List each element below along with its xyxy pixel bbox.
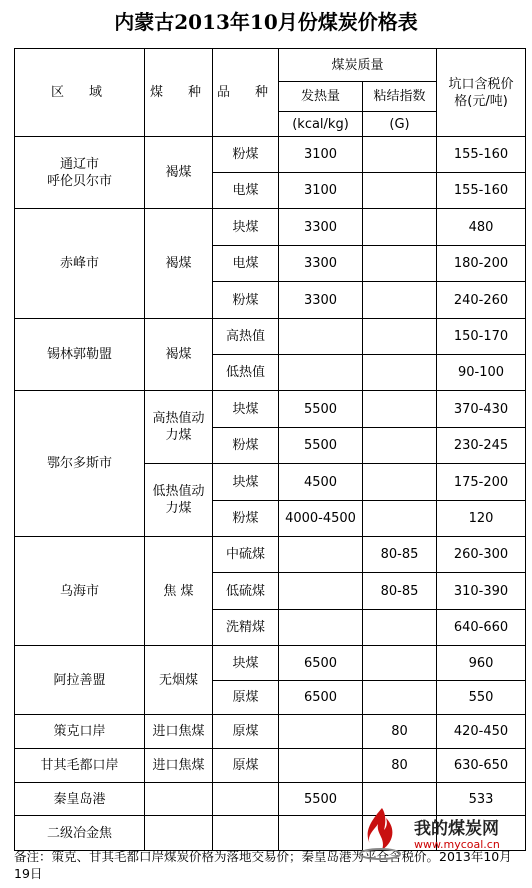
flame-logo-icon (356, 806, 408, 862)
calorific-cell: 3100 (279, 137, 363, 173)
coal-type-cell (145, 783, 213, 816)
price-cell: 90-100 (437, 355, 526, 391)
header-coal-type: 煤 种 (145, 49, 213, 137)
region-cell: 策克口岸 (15, 715, 145, 749)
price-cell: 180-200 (437, 246, 526, 282)
variety-cell: 电煤 (213, 246, 279, 282)
region-cell: 二级冶金焦 (15, 816, 145, 851)
price-cell: 533 (437, 783, 526, 816)
calorific-cell: 4000-4500 (279, 501, 363, 537)
calorific-cell (279, 573, 363, 610)
caking-index-cell (363, 681, 437, 715)
calorific-cell: 3300 (279, 282, 363, 319)
price-cell: 480 (437, 209, 526, 246)
header-calorific: 发热量 (279, 82, 363, 112)
price-cell: 420-450 (437, 715, 526, 749)
calorific-cell: 6500 (279, 681, 363, 715)
table-row (15, 646, 526, 681)
variety-cell: 洗精煤 (213, 610, 279, 646)
header-caking: 粘结指数 (363, 82, 437, 112)
price-cell: 960 (437, 646, 526, 681)
header-caking-unit: (G) (363, 112, 437, 137)
calorific-cell: 4500 (279, 464, 363, 501)
coal-type-cell: 进口焦煤 (145, 749, 213, 783)
variety-cell (213, 783, 279, 816)
footnote: 备注：策克、甘其毛都口岸煤炭价格为落地交易价；秦皇岛港为平仓含税价。2013年10月19日 (14, 849, 512, 881)
coal-type-cell: 低热值动力煤 (145, 464, 213, 537)
header-variety: 品 种 (213, 49, 279, 137)
caking-index-cell (363, 137, 437, 173)
header-calorific-unit: (kcal/kg) (279, 112, 363, 137)
variety-cell: 粉煤 (213, 428, 279, 464)
caking-index-cell (363, 319, 437, 355)
variety-cell: 块煤 (213, 391, 279, 428)
logo-name: 我的煤炭网 (414, 819, 499, 839)
variety-cell: 块煤 (213, 464, 279, 501)
header-region: 区 域 (15, 49, 145, 137)
coal-type-cell: 褐煤 (145, 209, 213, 319)
caking-index-cell (363, 173, 437, 209)
calorific-cell (279, 715, 363, 749)
price-cell: 155-160 (437, 173, 526, 209)
calorific-cell: 6500 (279, 646, 363, 681)
region-cell: 阿拉善盟 (15, 646, 145, 715)
caking-index-cell (363, 646, 437, 681)
variety-cell: 粉煤 (213, 501, 279, 537)
variety-cell: 低硫煤 (213, 573, 279, 610)
price-cell: 370-430 (437, 391, 526, 428)
calorific-cell (279, 816, 363, 851)
region-cell: 甘其毛都口岸 (15, 749, 145, 783)
caking-index-cell (363, 282, 437, 319)
calorific-cell: 3300 (279, 209, 363, 246)
caking-index-cell (363, 501, 437, 537)
variety-cell: 原煤 (213, 715, 279, 749)
caking-index-cell (363, 355, 437, 391)
caking-index-cell (363, 209, 437, 246)
variety-cell: 低热值 (213, 355, 279, 391)
region-cell: 乌海市 (15, 537, 145, 646)
price-cell: 630-650 (437, 749, 526, 783)
caking-index-cell (363, 464, 437, 501)
caking-index-cell (363, 610, 437, 646)
caking-index-cell (363, 391, 437, 428)
table-body (15, 137, 526, 851)
calorific-cell (279, 355, 363, 391)
variety-cell: 粉煤 (213, 282, 279, 319)
price-cell: 260-300 (437, 537, 526, 573)
coal-type-cell: 无烟煤 (145, 646, 213, 715)
variety-cell: 粉煤 (213, 137, 279, 173)
variety-cell: 块煤 (213, 646, 279, 681)
site-logo (356, 806, 532, 862)
region-cell: 锡林郭勒盟 (15, 319, 145, 391)
caking-index-cell: 80 (363, 749, 437, 783)
coal-type-cell: 焦 煤 (145, 537, 213, 646)
variety-cell: 电煤 (213, 173, 279, 209)
variety-cell (213, 816, 279, 851)
caking-index-cell: 80 (363, 715, 437, 749)
region-cell: 赤峰市 (15, 209, 145, 319)
variety-cell: 块煤 (213, 209, 279, 246)
price-cell: 640-660 (437, 610, 526, 646)
price-cell: 175-200 (437, 464, 526, 501)
table-row (15, 715, 526, 749)
table-row (15, 319, 526, 355)
variety-cell: 原煤 (213, 681, 279, 715)
caking-index-cell: 80-85 (363, 573, 437, 610)
table-row (15, 537, 526, 573)
coal-price-table (14, 48, 526, 851)
logo-url: www.mycoal.cn (414, 838, 500, 851)
table-row (15, 391, 526, 428)
price-cell: 120 (437, 501, 526, 537)
calorific-cell (279, 610, 363, 646)
price-cell: 150-170 (437, 319, 526, 355)
caking-index-cell: 80-85 (363, 537, 437, 573)
coal-type-cell: 褐煤 (145, 319, 213, 391)
calorific-cell: 3100 (279, 173, 363, 209)
price-cell: 310-390 (437, 573, 526, 610)
table-row (15, 749, 526, 783)
calorific-cell (279, 537, 363, 573)
variety-cell: 原煤 (213, 749, 279, 783)
header-price: 坑口含税价格(元/吨) (437, 49, 526, 137)
calorific-cell: 5500 (279, 428, 363, 464)
coal-type-cell (145, 816, 213, 851)
price-cell: 240-260 (437, 282, 526, 319)
page-title: 内蒙古2013年10月份煤炭价格表 (114, 10, 418, 34)
header-quality: 煤炭质量 (279, 49, 437, 82)
region-cell: 秦皇岛港 (15, 783, 145, 816)
calorific-cell: 3300 (279, 246, 363, 282)
region-cell: 通辽市 呼伦贝尔市 (15, 137, 145, 209)
region-cell: 鄂尔多斯市 (15, 391, 145, 537)
table-row (15, 209, 526, 246)
calorific-cell: 5500 (279, 391, 363, 428)
calorific-cell (279, 319, 363, 355)
coal-type-cell: 高热值动力煤 (145, 391, 213, 464)
coal-type-cell: 褐煤 (145, 137, 213, 209)
variety-cell: 高热值 (213, 319, 279, 355)
price-cell: 550 (437, 681, 526, 715)
price-cell: 230-245 (437, 428, 526, 464)
caking-index-cell (363, 428, 437, 464)
coal-type-cell: 进口焦煤 (145, 715, 213, 749)
caking-index-cell (363, 246, 437, 282)
price-cell: 155-160 (437, 137, 526, 173)
calorific-cell: 5500 (279, 783, 363, 816)
variety-cell: 中硫煤 (213, 537, 279, 573)
calorific-cell (279, 749, 363, 783)
table-row (15, 137, 526, 173)
